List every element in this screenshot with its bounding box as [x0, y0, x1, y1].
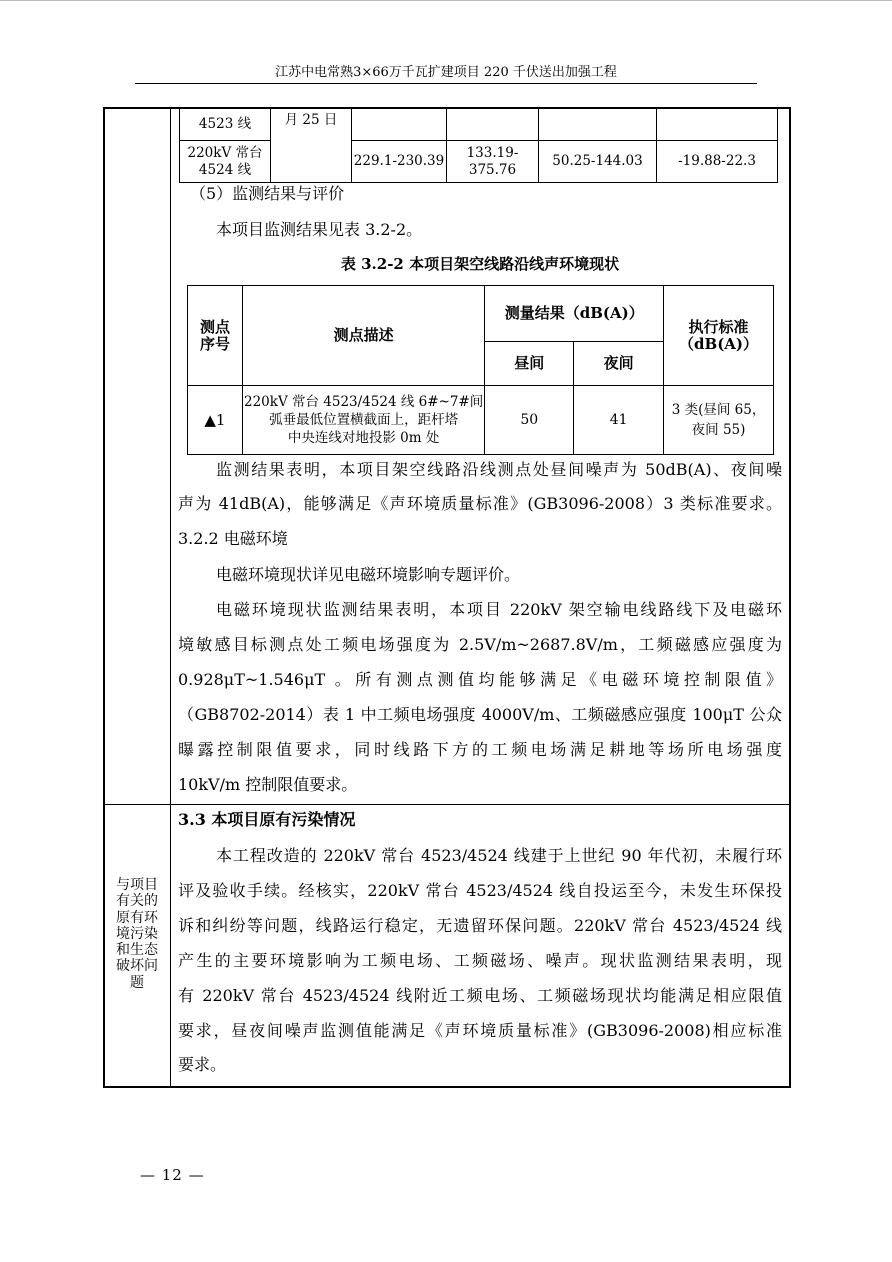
table-cell: 50.25-144.03: [539, 141, 657, 183]
table-cell: [352, 109, 447, 141]
section-heading-33: 3.3 本项目原有污染情况: [178, 810, 356, 829]
header-cell: 夜间: [574, 342, 664, 386]
table-cell: [539, 109, 657, 141]
paragraph-line: 0.928μT~1.546μT 。所有测点测值均能够满足《电磁环境控制限值》: [178, 670, 782, 689]
header-rule: [135, 83, 757, 84]
running-header: 江苏中电常熟3×66万千瓦扩建项目 220 千伏送出加强工程: [275, 65, 617, 80]
page-top-border: [0, 0, 892, 1]
frame-right: [789, 107, 791, 1088]
line-name-a: 220kV 常台: [187, 144, 263, 161]
table-cell: 41: [574, 386, 664, 455]
paragraph-line: 诉和纠纷等问题，线路运行稳定，无遗留环保问题。220kV 常台 4523/4524 线: [178, 916, 782, 935]
section-heading-322: 3.2.2 电磁环境: [178, 529, 288, 548]
table-cell: ▲1: [188, 386, 243, 455]
header-cell: [664, 286, 774, 386]
table-cell: 133.19-375.76: [447, 141, 539, 183]
table-cell: -19.88-22.3: [657, 141, 778, 183]
paragraph-line: 曝露控制限值要求，同时线路下方的工频电场满足耕地等场所电场强度: [178, 740, 782, 759]
table-cell: [664, 386, 774, 455]
sidebar-line: 题: [130, 974, 144, 991]
paragraph-line: （GB8702-2014）表 1 中工频电场强度 4000V/m、工频磁感应强度 100μT 公众: [178, 705, 782, 724]
paragraph-line: 声为 41dB(A)，能够满足《声环境质量标准》(GB3096-2008）3 类标准要求。: [178, 494, 782, 513]
paragraph-line: 境敏感目标测点处工频电场强度为 2.5V/m~2687.8V/m，工频磁感应强度为: [178, 635, 782, 654]
std-line: 3 类(昼间 65，: [671, 402, 766, 418]
sidebar-line: 与项目: [116, 877, 158, 893]
table-cell: [657, 109, 778, 141]
table-cell: [242, 386, 484, 455]
desc-line: 弧垂最低位置横截面上，距杆塔: [269, 412, 459, 428]
desc-line: 中央连线对地投影 0m 处: [287, 430, 440, 446]
section-heading-5: （5）监测结果与评价: [190, 184, 345, 203]
header-cell: 昼间: [485, 342, 574, 386]
table-cell: 4523 线: [180, 109, 271, 141]
table-cell: 229.1-230.39: [352, 141, 447, 183]
paragraph: 本项目监测结果见表 3.2-2。: [216, 220, 423, 239]
header-cell: [188, 286, 243, 386]
header-text: 测点: [199, 317, 230, 336]
sidebar-line: 破坏问: [116, 958, 158, 975]
row-label-sidebar: [104, 877, 170, 991]
paragraph-line: 10kV/m 控制限值要求。: [178, 775, 358, 794]
paragraph-line: 要求。: [178, 1055, 227, 1074]
table-cell: 50: [485, 386, 574, 455]
sidebar-line: 境污染: [116, 925, 158, 942]
line-name-b: 4524 线: [198, 161, 252, 178]
std-line: 夜间 55): [691, 422, 746, 438]
paragraph-line: 评及验收手续。经核实，220kV 常台 4523/4524 线自投运至今，未发生环保投: [178, 881, 782, 900]
table-caption: 表 3.2-2 本项目架空线路沿线声环境现状: [340, 255, 620, 273]
desc-line: 220kV 常台 4523/4524 线 6#~7#间: [244, 394, 484, 410]
paragraph-line: 本工程改造的 220kV 常台 4523/4524 线建于上世纪 90 年代初，未履行环: [216, 846, 782, 865]
table-cell: [180, 141, 271, 183]
header-text: 执行标准: [688, 317, 749, 336]
header-text: 序号: [199, 334, 230, 353]
monitoring-data-table-continued: [179, 108, 778, 183]
header-text: （dB(A)）: [679, 334, 759, 353]
paragraph-line: 监测结果表明，本项目架空线路沿线测点处昼间噪声为 50dB(A)、夜间噪: [216, 460, 782, 479]
paragraph-line: 要求，昼夜间噪声监测值能满足《声环境质量标准》(GB3096-2008)相应标准: [178, 1021, 782, 1040]
frame-column-divider: [170, 107, 171, 1088]
noise-status-table: [187, 285, 774, 455]
paragraph-line: 产生的主要环境影响为工频电场、工频磁场、噪声。现状监测结果表明，现: [178, 951, 782, 970]
frame-bottom: [103, 1086, 791, 1088]
sidebar-line: 有关的: [116, 893, 158, 910]
paragraph: 电磁环境现状详见电磁环境影响专题评价。: [216, 565, 521, 584]
sidebar-line: 原有环: [116, 909, 158, 926]
table-cell: 月 25 日: [271, 109, 352, 183]
page-number: — 12 —: [140, 1166, 205, 1184]
header-cell: 测点描述: [242, 286, 484, 386]
paragraph-line: 有 220kV 常台 4523/4524 线附近工频电场、工频磁场现状均能满足相应限值: [178, 986, 782, 1005]
paragraph-line: 电磁环境现状监测结果表明，本项目 220kV 架空输电线路线下及电磁环: [216, 600, 782, 619]
frame-row-divider: [103, 804, 791, 805]
table-cell: [447, 109, 539, 141]
sidebar-line: 和生态: [116, 942, 158, 959]
header-cell: 测量结果（dB(A)）: [485, 286, 664, 342]
